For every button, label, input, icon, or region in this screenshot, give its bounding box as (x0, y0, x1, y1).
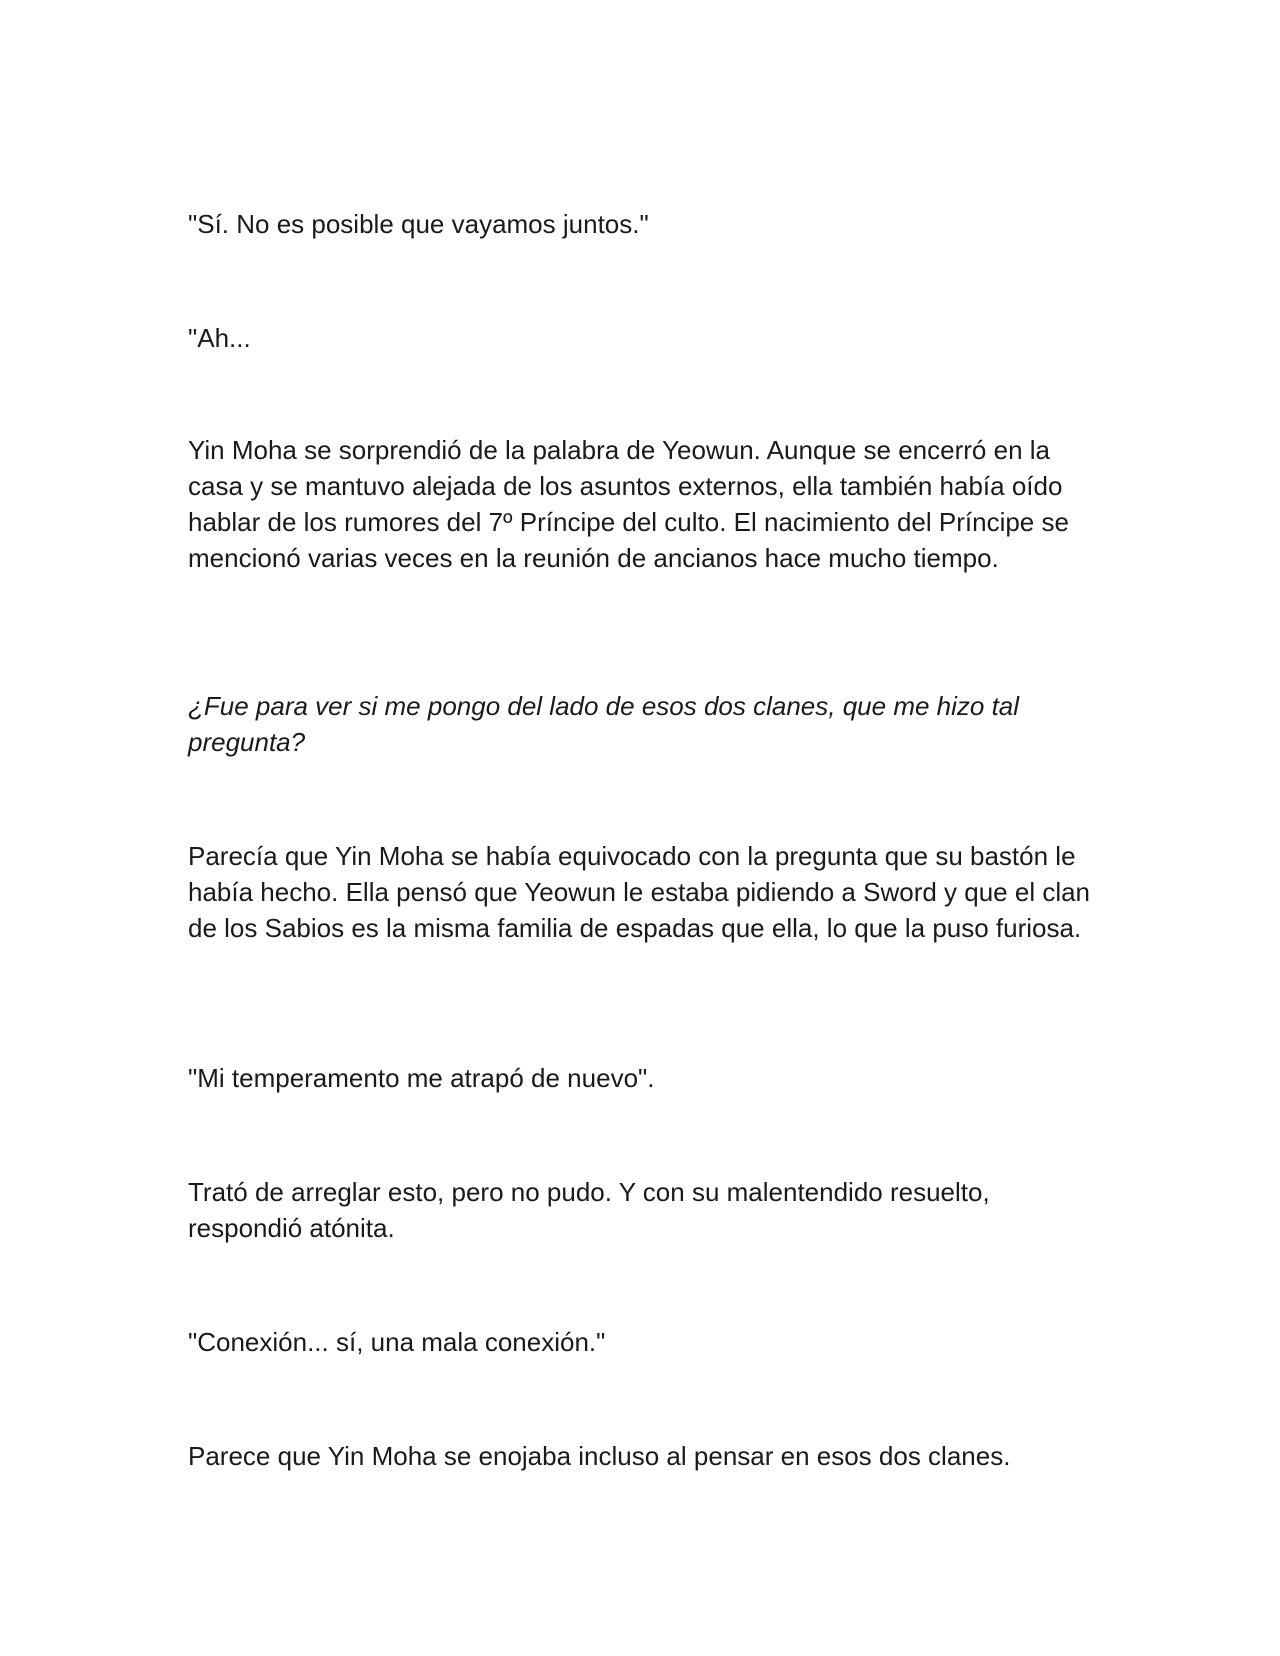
paragraph-7: Trató de arreglar esto, pero no pudo. Y con su malentendido resuelto, respondió atónita. (188, 1177, 990, 1243)
paragraph-8: "Conexión... sí, una mala conexión." (188, 1327, 606, 1357)
paragraph-9: Parece que Yin Moha se enojaba incluso al pensar en esos dos clanes. (188, 1441, 1011, 1471)
paragraph-2: "Ah... (188, 323, 251, 353)
paragraph-4: ¿Fue para ver si me pongo del lado de esos dos clanes, que me hizo tal pregunta? (188, 691, 1020, 757)
paragraph-1: "Sí. No es posible que vayamos juntos." (188, 209, 649, 239)
paragraph-3: Yin Moha se sorprendió de la palabra de Yeowun. Aunque se encerró en la casa y se mantuvo alejada de los asuntos externos, ella también había oído hablar de los rumores del 7º Príncipe del culto. El nacimiento del Príncipe se mencionó varias veces en la reunión de ancianos hace mucho tiempo. (188, 435, 1069, 573)
paragraph-5: Parecía que Yin Moha se había equivocado con la pregunta que su bastón le había hecho. Ella pensó que Yeowun le estaba pidiendo a Sword y que el clan de los Sabios es la misma familia de espadas que ella, lo que la puso furiosa. (188, 841, 1091, 943)
paragraph-6: "Mi temperamento me atrapó de nuevo". (188, 1063, 655, 1093)
